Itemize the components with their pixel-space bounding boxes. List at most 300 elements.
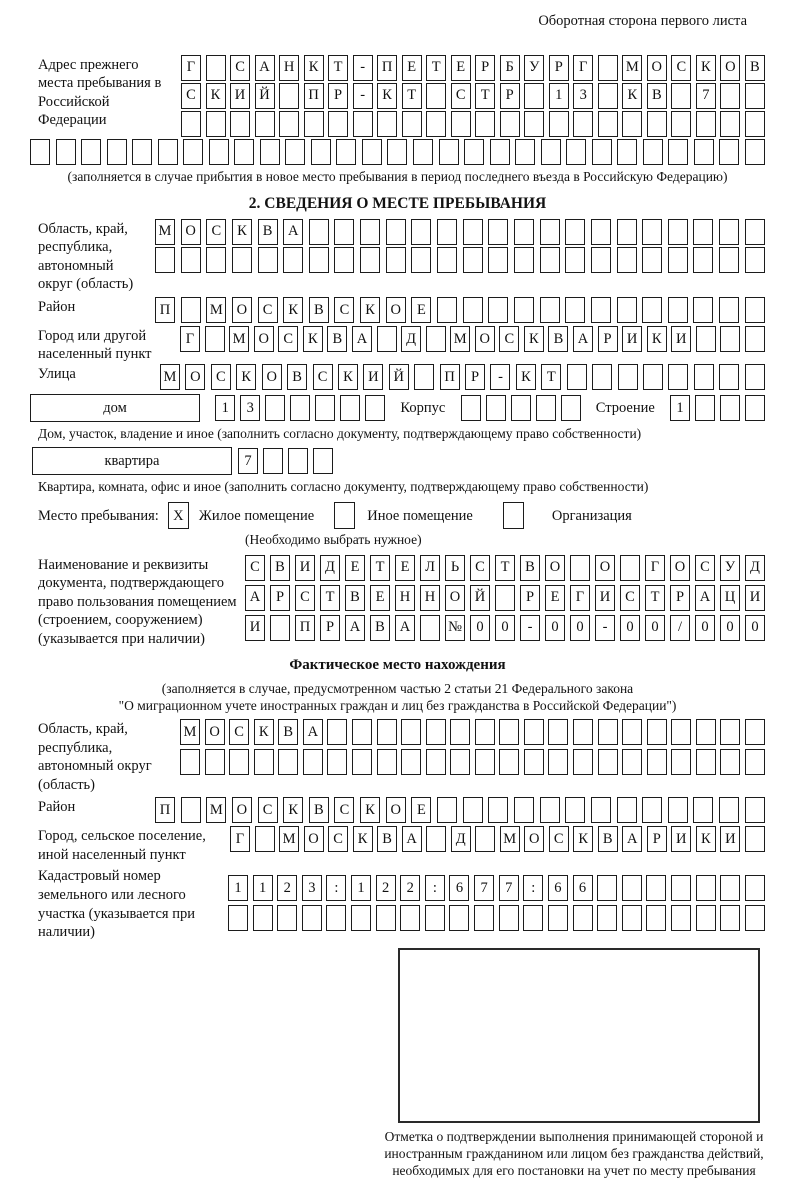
char-cell[interactable] [642,797,662,823]
char-cell[interactable] [696,326,716,352]
char-cell[interactable] [500,111,520,137]
char-cell[interactable]: С [181,83,201,109]
char-cell[interactable]: С [334,797,354,823]
char-cell[interactable] [426,826,446,852]
char-cell[interactable]: С [451,83,471,109]
char-cell[interactable] [283,247,303,273]
char-cell[interactable]: О [185,364,205,390]
char-cell[interactable]: К [206,83,226,109]
char-cell[interactable] [285,139,305,165]
char-cell[interactable] [309,247,329,273]
char-cell[interactable]: Е [402,55,422,81]
char-cell[interactable]: Н [279,55,299,81]
char-cell[interactable]: Е [411,297,431,323]
char-cell[interactable]: Г [181,55,201,81]
char-cell[interactable] [229,749,249,775]
char-cell[interactable] [693,297,713,323]
char-cell[interactable]: В [327,326,347,352]
char-cell[interactable] [514,219,534,245]
char-cell[interactable]: А [345,615,365,641]
char-cell[interactable] [209,139,229,165]
char-cell[interactable]: Т [370,555,390,581]
char-cell[interactable] [206,55,226,81]
char-cell[interactable]: О [524,826,544,852]
char-cell[interactable]: 2 [376,875,396,901]
char-cell[interactable]: 0 [495,615,515,641]
char-cell[interactable]: М [206,297,226,323]
char-cell[interactable]: К [647,326,667,352]
char-cell[interactable] [270,615,290,641]
char-cell[interactable]: У [524,55,544,81]
char-cell[interactable] [745,826,765,852]
char-cell[interactable] [437,247,457,273]
char-cell[interactable] [591,219,611,245]
char-cell[interactable] [720,326,740,352]
char-cell[interactable]: - [595,615,615,641]
char-cell[interactable] [426,749,446,775]
char-cell[interactable]: 6 [573,875,593,901]
char-cell[interactable]: С [549,826,569,852]
char-cell[interactable] [132,139,152,165]
char-cell[interactable]: П [295,615,315,641]
char-cell[interactable] [642,219,662,245]
char-cell[interactable] [524,83,544,109]
char-cell[interactable]: И [671,826,691,852]
char-cell[interactable] [524,749,544,775]
char-cell[interactable] [386,219,406,245]
char-cell[interactable]: А [303,719,323,745]
char-cell[interactable]: 0 [545,615,565,641]
char-cell[interactable]: В [548,326,568,352]
char-cell[interactable] [181,797,201,823]
char-cell[interactable] [488,219,508,245]
char-cell[interactable] [400,905,420,931]
char-cell[interactable] [668,219,688,245]
char-cell[interactable]: О [304,826,324,852]
char-cell[interactable] [205,749,225,775]
char-cell[interactable]: О [545,555,565,581]
char-cell[interactable]: 0 [645,615,665,641]
char-cell[interactable] [340,395,360,421]
char-cell[interactable] [352,719,372,745]
char-cell[interactable] [260,139,280,165]
char-cell[interactable]: К [573,826,593,852]
char-cell[interactable] [541,139,561,165]
char-cell[interactable] [622,749,642,775]
char-cell[interactable]: О [232,297,252,323]
char-cell[interactable] [643,364,663,390]
char-cell[interactable] [745,905,765,931]
char-cell[interactable]: 3 [573,83,593,109]
char-cell[interactable]: В [258,219,278,245]
char-cell[interactable]: Г [573,55,593,81]
char-cell[interactable]: О [386,297,406,323]
char-cell[interactable] [591,297,611,323]
char-cell[interactable] [511,395,531,421]
char-cell[interactable] [622,719,642,745]
char-cell[interactable]: О [232,797,252,823]
char-cell[interactable] [646,875,666,901]
char-cell[interactable] [464,139,484,165]
char-cell[interactable] [696,719,716,745]
char-cell[interactable]: : [326,875,346,901]
char-cell[interactable] [693,247,713,273]
char-cell[interactable] [540,797,560,823]
char-cell[interactable]: А [255,55,275,81]
char-cell[interactable] [411,219,431,245]
char-cell[interactable] [327,749,347,775]
char-cell[interactable]: В [598,826,618,852]
char-cell[interactable]: : [523,875,543,901]
char-cell[interactable]: О [386,797,406,823]
char-cell[interactable] [719,797,739,823]
char-cell[interactable] [181,297,201,323]
char-cell[interactable]: Н [395,585,415,611]
char-cell[interactable]: М [622,55,642,81]
char-cell[interactable] [180,749,200,775]
char-cell[interactable]: М [155,219,175,245]
char-cell[interactable]: П [155,797,175,823]
char-cell[interactable] [514,297,534,323]
char-cell[interactable]: С [211,364,231,390]
char-cell[interactable] [647,111,667,137]
char-cell[interactable] [523,905,543,931]
char-cell[interactable] [206,247,226,273]
char-cell[interactable]: К [360,797,380,823]
char-cell[interactable]: 3 [302,875,322,901]
char-cell[interactable] [495,585,515,611]
char-cell[interactable]: И [230,83,250,109]
char-cell[interactable] [695,395,715,421]
char-cell[interactable] [745,797,765,823]
char-cell[interactable] [309,219,329,245]
char-cell[interactable] [206,111,226,137]
char-cell[interactable]: П [377,55,397,81]
char-cell[interactable] [617,139,637,165]
other-premises-checkbox[interactable] [334,502,355,529]
char-cell[interactable] [668,139,688,165]
char-cell[interactable]: - [353,83,373,109]
char-cell[interactable]: К [283,797,303,823]
char-cell[interactable]: О [670,555,690,581]
char-cell[interactable] [475,719,495,745]
char-cell[interactable]: Г [180,326,200,352]
char-cell[interactable] [232,247,252,273]
char-cell[interactable] [475,749,495,775]
char-cell[interactable] [548,905,568,931]
char-cell[interactable] [304,111,324,137]
char-cell[interactable] [255,111,275,137]
char-cell[interactable]: К [696,55,716,81]
char-cell[interactable] [499,905,519,931]
char-cell[interactable] [402,111,422,137]
char-cell[interactable]: М [279,826,299,852]
char-cell[interactable] [745,364,765,390]
char-cell[interactable]: Р [500,83,520,109]
char-cell[interactable] [719,364,739,390]
char-cell[interactable] [720,395,740,421]
char-cell[interactable] [565,797,585,823]
char-cell[interactable] [413,139,433,165]
char-cell[interactable]: С [620,585,640,611]
char-cell[interactable] [490,139,510,165]
char-cell[interactable]: Г [230,826,250,852]
char-cell[interactable] [401,719,421,745]
char-cell[interactable] [514,797,534,823]
char-cell[interactable]: С [695,555,715,581]
char-cell[interactable] [618,364,638,390]
char-cell[interactable] [258,247,278,273]
char-cell[interactable] [598,111,618,137]
char-cell[interactable] [450,719,470,745]
char-cell[interactable]: 7 [474,875,494,901]
char-cell[interactable]: Д [745,555,765,581]
char-cell[interactable] [488,797,508,823]
char-cell[interactable] [647,749,667,775]
char-cell[interactable] [671,719,691,745]
char-cell[interactable]: 3 [240,395,260,421]
char-cell[interactable]: И [245,615,265,641]
char-cell[interactable]: 1 [351,875,371,901]
char-cell[interactable]: / [670,615,690,641]
char-cell[interactable]: 1 [215,395,235,421]
char-cell[interactable] [719,297,739,323]
char-cell[interactable]: 6 [449,875,469,901]
char-cell[interactable]: 7 [238,448,258,474]
char-cell[interactable]: Р [670,585,690,611]
char-cell[interactable] [720,875,740,901]
char-cell[interactable] [420,615,440,641]
char-cell[interactable] [514,247,534,273]
char-cell[interactable] [254,749,274,775]
char-cell[interactable]: 1 [670,395,690,421]
char-cell[interactable] [642,247,662,273]
char-cell[interactable] [377,749,397,775]
char-cell[interactable]: О [720,55,740,81]
char-cell[interactable]: Т [645,585,665,611]
char-cell[interactable] [565,219,585,245]
char-cell[interactable] [30,139,50,165]
char-cell[interactable]: Е [545,585,565,611]
char-cell[interactable]: Р [270,585,290,611]
char-cell[interactable]: Г [570,585,590,611]
char-cell[interactable] [745,83,765,109]
char-cell[interactable] [540,247,560,273]
char-cell[interactable] [745,395,765,421]
char-cell[interactable] [439,139,459,165]
char-cell[interactable] [228,905,248,931]
char-cell[interactable] [745,719,765,745]
char-cell[interactable] [426,719,446,745]
char-cell[interactable] [591,797,611,823]
char-cell[interactable]: Р [549,55,569,81]
char-cell[interactable]: О [254,326,274,352]
char-cell[interactable]: 0 [470,615,490,641]
char-cell[interactable] [437,797,457,823]
char-cell[interactable] [183,139,203,165]
char-cell[interactable]: У [720,555,740,581]
char-cell[interactable]: А [352,326,372,352]
char-cell[interactable]: О [181,219,201,245]
char-cell[interactable]: К [524,326,544,352]
char-cell[interactable] [598,719,618,745]
char-cell[interactable] [642,297,662,323]
char-cell[interactable] [328,111,348,137]
char-cell[interactable] [377,111,397,137]
char-cell[interactable] [597,905,617,931]
char-cell[interactable] [598,55,618,81]
char-cell[interactable] [463,297,483,323]
char-cell[interactable] [620,555,640,581]
char-cell[interactable] [720,905,740,931]
char-cell[interactable]: С [671,55,691,81]
organization-checkbox[interactable] [503,502,524,529]
char-cell[interactable] [401,749,421,775]
char-cell[interactable] [720,719,740,745]
char-cell[interactable]: К [360,297,380,323]
char-cell[interactable] [302,905,322,931]
char-cell[interactable] [107,139,127,165]
char-cell[interactable] [56,139,76,165]
char-cell[interactable]: Р [320,615,340,641]
char-cell[interactable]: Н [420,585,440,611]
char-cell[interactable]: Е [395,555,415,581]
char-cell[interactable]: М [160,364,180,390]
char-cell[interactable]: В [745,55,765,81]
char-cell[interactable] [573,719,593,745]
char-cell[interactable] [488,297,508,323]
char-cell[interactable] [313,448,333,474]
char-cell[interactable] [745,326,765,352]
char-cell[interactable] [181,111,201,137]
char-cell[interactable] [278,749,298,775]
char-cell[interactable]: А [402,826,422,852]
char-cell[interactable]: - [490,364,510,390]
char-cell[interactable] [386,247,406,273]
char-cell[interactable] [696,905,716,931]
char-cell[interactable] [155,247,175,273]
char-cell[interactable] [230,111,250,137]
char-cell[interactable]: М [229,326,249,352]
char-cell[interactable]: Д [401,326,421,352]
char-cell[interactable] [696,111,716,137]
char-cell[interactable] [315,395,335,421]
char-cell[interactable] [265,395,285,421]
char-cell[interactable] [279,111,299,137]
char-cell[interactable]: Д [451,826,471,852]
char-cell[interactable] [437,297,457,323]
char-cell[interactable] [499,719,519,745]
char-cell[interactable] [745,297,765,323]
char-cell[interactable]: И [671,326,691,352]
char-cell[interactable]: - [520,615,540,641]
char-cell[interactable]: Б [500,55,520,81]
char-cell[interactable] [263,448,283,474]
char-cell[interactable]: Т [495,555,515,581]
char-cell[interactable]: В [309,297,329,323]
char-cell[interactable]: № [445,615,465,641]
char-cell[interactable] [617,247,637,273]
char-cell[interactable]: Т [475,83,495,109]
char-cell[interactable]: О [262,364,282,390]
char-cell[interactable]: К [622,83,642,109]
char-cell[interactable] [336,139,356,165]
char-cell[interactable] [326,905,346,931]
char-cell[interactable]: М [450,326,470,352]
char-cell[interactable] [426,83,446,109]
char-cell[interactable] [234,139,254,165]
char-cell[interactable]: К [696,826,716,852]
char-cell[interactable] [567,364,587,390]
char-cell[interactable] [255,826,275,852]
char-cell[interactable] [719,247,739,273]
char-cell[interactable]: Р [520,585,540,611]
char-cell[interactable]: : [425,875,445,901]
char-cell[interactable] [181,247,201,273]
char-cell[interactable]: 1 [228,875,248,901]
char-cell[interactable]: Л [420,555,440,581]
char-cell[interactable]: Т [320,585,340,611]
char-cell[interactable]: Й [255,83,275,109]
char-cell[interactable]: 0 [745,615,765,641]
char-cell[interactable] [334,219,354,245]
char-cell[interactable]: К [236,364,256,390]
char-cell[interactable]: О [205,719,225,745]
char-cell[interactable] [524,111,544,137]
char-cell[interactable] [617,797,637,823]
char-cell[interactable]: С [258,297,278,323]
char-cell[interactable]: К [303,326,323,352]
char-cell[interactable] [205,326,225,352]
char-cell[interactable] [81,139,101,165]
char-cell[interactable] [598,749,618,775]
char-cell[interactable] [548,749,568,775]
char-cell[interactable] [745,749,765,775]
char-cell[interactable] [253,905,273,931]
char-cell[interactable] [647,719,667,745]
char-cell[interactable] [591,247,611,273]
char-cell[interactable] [598,83,618,109]
char-cell[interactable]: К [516,364,536,390]
char-cell[interactable]: 1 [549,83,569,109]
char-cell[interactable] [694,364,714,390]
char-cell[interactable]: 7 [499,875,519,901]
char-cell[interactable] [565,297,585,323]
char-cell[interactable]: Е [345,555,365,581]
char-cell[interactable]: В [520,555,540,581]
char-cell[interactable] [720,111,740,137]
char-cell[interactable]: В [270,555,290,581]
char-cell[interactable]: - [353,55,373,81]
char-cell[interactable]: В [309,797,329,823]
char-cell[interactable]: С [229,719,249,745]
char-cell[interactable]: Р [328,83,348,109]
char-cell[interactable] [622,111,642,137]
char-cell[interactable]: В [647,83,667,109]
char-cell[interactable]: Р [475,55,495,81]
char-cell[interactable]: Д [320,555,340,581]
char-cell[interactable]: С [278,326,298,352]
char-cell[interactable]: Й [389,364,409,390]
char-cell[interactable] [565,247,585,273]
char-cell[interactable] [597,875,617,901]
char-cell[interactable]: Г [645,555,665,581]
char-cell[interactable] [617,219,637,245]
residential-checkbox[interactable]: X [168,502,189,529]
char-cell[interactable]: Т [541,364,561,390]
char-cell[interactable]: С [258,797,278,823]
char-cell[interactable] [303,749,323,775]
